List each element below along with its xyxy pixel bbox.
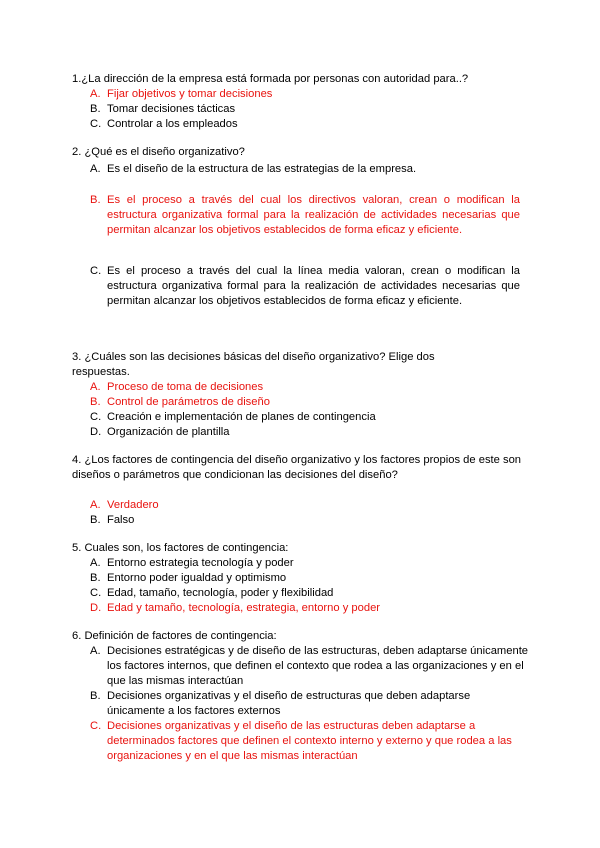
option-text: Verdadero <box>107 499 159 511</box>
question-4 <box>72 453 532 528</box>
option-letter: A. <box>90 499 101 511</box>
option <box>72 571 530 586</box>
option-letter: A. <box>90 557 101 569</box>
option-text: Es el proceso a través del cual la línea media valoran, crean o modifican la estructura organizativa formal para la realización de actividades necesarias que permitan alcanzar los objetivos establecidos de forma eficaz y eficiente. <box>107 265 520 307</box>
option-answer <box>72 87 530 102</box>
option <box>72 102 530 117</box>
option-text: Edad, tamaño, tecnología, poder y flexibilidad <box>107 587 334 599</box>
option-text: Proceso de toma de decisiones <box>107 381 264 393</box>
option-text: Edad y tamaño, tecnología, estrategia, entorno y poder <box>107 602 381 614</box>
option <box>72 556 530 571</box>
option-text: Control de parámetros de diseño <box>107 396 270 408</box>
question-text: 1.¿La dirección de la empresa está formada por personas con autoridad para..? <box>72 73 469 85</box>
question-5 <box>72 541 530 616</box>
option <box>72 410 467 425</box>
option-letter: A. <box>90 163 101 175</box>
option-letter: C. <box>90 411 102 423</box>
option-text: Es el diseño de la estructura de las estrategias de la empresa. <box>107 163 417 175</box>
option-text: Controlar a los empleados <box>107 118 238 130</box>
option-letter: B. <box>90 690 101 702</box>
option-text: Fijar objetivos y tomar decisiones <box>107 88 273 100</box>
option-letter: B. <box>90 103 101 115</box>
option-letter: D. <box>90 426 102 438</box>
option <box>72 644 532 689</box>
option-letter: A. <box>90 381 101 393</box>
option <box>72 264 520 309</box>
question-2 <box>72 145 530 309</box>
option-answer <box>72 380 467 395</box>
question-text: 3. ¿Cuáles son las decisiones básicas del diseño organizativo? Elige dos respuestas. <box>72 351 435 378</box>
option <box>72 425 467 440</box>
option <box>72 117 530 132</box>
option-text: Entorno estrategia tecnología y poder <box>107 557 294 569</box>
option-text: Organización de plantilla <box>107 426 230 438</box>
question-text: 4. ¿Los factores de contingencia del diseño organizativo y los factores propios de este son diseños o parámetros que condicionan las decisiones del diseño? <box>72 454 522 481</box>
option-answer <box>72 719 532 764</box>
option-letter: C. <box>90 118 102 130</box>
option-letter: A. <box>90 645 101 657</box>
option-letter: B. <box>90 572 101 584</box>
option-text: Decisiones organizativas y el diseño de las estructuras deben adaptarse a determinados factores que definen el contexto interno y externo y que rodea a las organizaciones y en el que las mismas interactúan <box>107 720 512 762</box>
option-text: Creación e implementación de planes de contingencia <box>107 411 376 423</box>
option-answer <box>72 395 467 410</box>
option-text: Decisiones estratégicas y de diseño de las estructuras, deben adaptarse únicamente los factores internos, que definen el contexto que rodea a las organizaciones y en el que las mismas interactúan <box>107 645 529 687</box>
option-letter: B. <box>90 194 101 206</box>
option <box>72 513 532 528</box>
option-letter: C. <box>90 265 102 277</box>
question-3 <box>72 350 467 440</box>
option-letter: D. <box>90 602 102 614</box>
option-letter: A. <box>90 88 101 100</box>
option-text: Decisiones organizativas y el diseño de estructuras que deben adaptarse únicamente a los factores externos <box>107 690 471 717</box>
option-answer <box>72 193 520 238</box>
option <box>72 586 530 601</box>
option-letter: B. <box>90 514 101 526</box>
option <box>72 162 530 177</box>
option <box>72 689 487 719</box>
option-letter: C. <box>90 720 102 732</box>
option-text: Entorno poder igualdad y optimismo <box>107 572 287 584</box>
question-6 <box>72 629 532 764</box>
option-text: Falso <box>107 514 135 526</box>
question-text: 5. Cuales son, los factores de contingencia: <box>72 542 289 554</box>
option-text: Tomar decisiones tácticas <box>107 103 236 115</box>
question-text: 6. Definición de factores de contingencia: <box>72 630 277 642</box>
option-letter: C. <box>90 587 102 599</box>
question-1 <box>72 72 530 132</box>
question-text: 2. ¿Qué es el diseño organizativo? <box>72 146 245 158</box>
option-letter: B. <box>90 396 101 408</box>
option-answer <box>72 601 530 616</box>
option-text: Es el proceso a través del cual los directivos valoran, crean o modifican la estructura organizativa formal para la realización de actividades necesarias que permitan alcanzar los objetivos establecidos de forma eficaz y eficiente. <box>107 194 520 236</box>
option-answer <box>72 498 532 513</box>
